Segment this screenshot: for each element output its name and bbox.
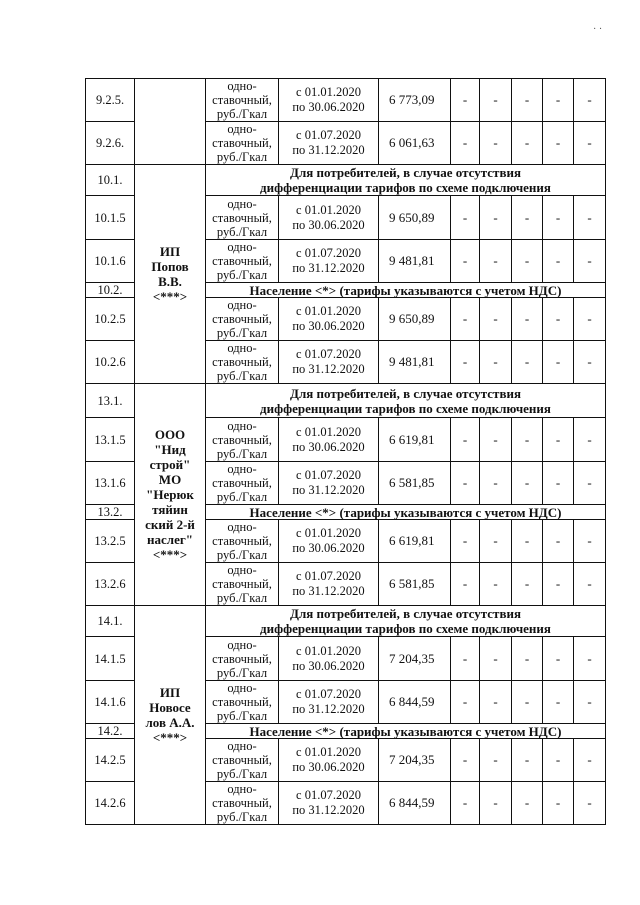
empty-value-cell: - — [512, 681, 543, 724]
tariff-period: с 01.01.2020 по 30.06.2020 — [279, 79, 379, 122]
row-number: 10.2.5 — [86, 298, 135, 341]
tariff-period: с 01.07.2020 по 31.12.2020 — [279, 122, 379, 165]
empty-value-cell: - — [543, 240, 574, 283]
section-header-row — [86, 165, 606, 196]
empty-value-cell: - — [574, 240, 606, 283]
row-number: 14.1. — [86, 606, 135, 637]
row-number: 13.1.5 — [86, 418, 135, 462]
tariff-value: 9 650,89 — [379, 298, 451, 341]
tariff-period: с 01.07.2020 по 31.12.2020 — [279, 462, 379, 505]
empty-value-cell: - — [543, 637, 574, 681]
tariff-unit: одно- ставочный, руб./Гкал — [206, 782, 279, 825]
empty-value-cell: - — [543, 79, 574, 122]
empty-value-cell: - — [480, 341, 512, 384]
tariff-period: с 01.07.2020 по 31.12.2020 — [279, 563, 379, 606]
empty-value-cell: - — [543, 739, 574, 782]
empty-value-cell: - — [512, 196, 543, 240]
empty-value-cell: - — [574, 520, 606, 563]
tariff-unit: одно- ставочный, руб./Гкал — [206, 681, 279, 724]
empty-value-cell: - — [451, 462, 480, 505]
tariff-value: 6 061,63 — [379, 122, 451, 165]
empty-value-cell: - — [480, 563, 512, 606]
empty-value-cell: - — [451, 782, 480, 825]
section-header-text: Для потребителей, в случае отсутствия дифференциации тарифов по схеме подключения — [206, 165, 606, 196]
empty-value-cell: - — [451, 681, 480, 724]
row-number: 13.2.5 — [86, 520, 135, 563]
tariff-table-page — [85, 78, 605, 825]
tariff-value: 6 581,85 — [379, 462, 451, 505]
empty-value-cell: - — [574, 196, 606, 240]
tariff-value: 7 204,35 — [379, 637, 451, 681]
tariff-unit: одно- ставочный, руб./Гкал — [206, 298, 279, 341]
tariff-value: 6 773,09 — [379, 79, 451, 122]
empty-value-cell: - — [543, 462, 574, 505]
tariff-period: с 01.07.2020 по 31.12.2020 — [279, 681, 379, 724]
empty-value-cell: - — [543, 418, 574, 462]
row-number: 14.1.6 — [86, 681, 135, 724]
empty-value-cell: - — [451, 520, 480, 563]
tariff-unit: одно- ставочный, руб./Гкал — [206, 79, 279, 122]
tariff-row — [86, 79, 606, 122]
row-number: 10.1.6 — [86, 240, 135, 283]
section-header-row — [86, 384, 606, 418]
row-number: 9.2.6. — [86, 122, 135, 165]
empty-value-cell: - — [574, 637, 606, 681]
empty-value-cell: - — [480, 782, 512, 825]
tariff-period: с 01.01.2020 по 30.06.2020 — [279, 520, 379, 563]
empty-value-cell: - — [480, 298, 512, 341]
row-number: 14.2.6 — [86, 782, 135, 825]
tariff-period: с 01.07.2020 по 31.12.2020 — [279, 341, 379, 384]
organization-name: ИП Попов В.В. <***> — [135, 165, 206, 384]
row-number: 14.1.5 — [86, 637, 135, 681]
empty-value-cell: - — [512, 637, 543, 681]
empty-value-cell: - — [512, 739, 543, 782]
section-header-text: Для потребителей, в случае отсутствия дифференциации тарифов по схеме подключения — [206, 606, 606, 637]
empty-value-cell: - — [480, 462, 512, 505]
empty-value-cell: - — [543, 782, 574, 825]
tariff-unit: одно- ставочный, руб./Гкал — [206, 122, 279, 165]
empty-value-cell: - — [512, 122, 543, 165]
tariff-unit: одно- ставочный, руб./Гкал — [206, 196, 279, 240]
tariff-unit: одно- ставочный, руб./Гкал — [206, 637, 279, 681]
tariff-period: с 01.01.2020 по 30.06.2020 — [279, 418, 379, 462]
empty-value-cell: - — [574, 79, 606, 122]
empty-value-cell: - — [543, 298, 574, 341]
tariff-value: 6 844,59 — [379, 782, 451, 825]
row-number: 10.1. — [86, 165, 135, 196]
row-number: 9.2.5. — [86, 79, 135, 122]
tariff-period: с 01.01.2020 по 30.06.2020 — [279, 637, 379, 681]
empty-value-cell: - — [574, 782, 606, 825]
empty-value-cell: - — [480, 418, 512, 462]
empty-value-cell: - — [512, 462, 543, 505]
tariff-unit: одно- ставочный, руб./Гкал — [206, 462, 279, 505]
empty-value-cell: - — [543, 563, 574, 606]
tariff-table-body — [86, 79, 606, 825]
tariff-value: 9 481,81 — [379, 341, 451, 384]
empty-value-cell: - — [451, 298, 480, 341]
empty-value-cell: - — [574, 122, 606, 165]
empty-value-cell: - — [512, 418, 543, 462]
tariff-unit: одно- ставочный, руб./Гкал — [206, 418, 279, 462]
row-number: 14.2.5 — [86, 739, 135, 782]
empty-value-cell: - — [480, 681, 512, 724]
row-number: 13.2. — [86, 505, 135, 520]
tariff-value: 6 619,81 — [379, 418, 451, 462]
empty-value-cell: - — [512, 341, 543, 384]
empty-value-cell: - — [451, 196, 480, 240]
empty-value-cell: - — [512, 782, 543, 825]
row-number: 13.1. — [86, 384, 135, 418]
tariff-unit: одно- ставочный, руб./Гкал — [206, 341, 279, 384]
empty-value-cell: - — [574, 563, 606, 606]
organization-name: ООО "Нид строй" МО "Нерюк тяйин ский 2-й наслег" <***> — [135, 384, 206, 606]
empty-value-cell: - — [574, 418, 606, 462]
tariff-unit: одно- ставочный, руб./Гкал — [206, 739, 279, 782]
organization-name: ИП Новосе лов А.А. <***> — [135, 606, 206, 825]
empty-value-cell: - — [480, 240, 512, 283]
section-header-text: Для потребителей, в случае отсутствия дифференциации тарифов по схеме подключения — [206, 384, 606, 418]
tariff-unit: одно- ставочный, руб./Гкал — [206, 563, 279, 606]
row-number: 10.1.5 — [86, 196, 135, 240]
empty-value-cell: - — [574, 341, 606, 384]
tariff-table — [85, 78, 606, 825]
empty-value-cell: - — [512, 520, 543, 563]
tariff-period: с 01.01.2020 по 30.06.2020 — [279, 196, 379, 240]
empty-value-cell: - — [574, 298, 606, 341]
tariff-value: 9 650,89 — [379, 196, 451, 240]
row-number: 13.2.6 — [86, 563, 135, 606]
tariff-value: 6 581,85 — [379, 563, 451, 606]
empty-value-cell: - — [480, 739, 512, 782]
empty-value-cell: - — [451, 122, 480, 165]
section-header-text: Население <*> (тарифы указываются с учетом НДС) — [206, 724, 606, 739]
empty-value-cell: - — [574, 462, 606, 505]
tariff-period: с 01.07.2020 по 31.12.2020 — [279, 240, 379, 283]
row-number: 13.1.6 — [86, 462, 135, 505]
row-number: 14.2. — [86, 724, 135, 739]
empty-value-cell: - — [543, 520, 574, 563]
empty-value-cell: - — [574, 681, 606, 724]
empty-value-cell: - — [480, 637, 512, 681]
tariff-value: 7 204,35 — [379, 739, 451, 782]
tariff-value: 9 481,81 — [379, 240, 451, 283]
empty-value-cell: - — [512, 79, 543, 122]
empty-value-cell: - — [451, 341, 480, 384]
empty-value-cell: - — [543, 122, 574, 165]
tariff-unit: одно- ставочный, руб./Гкал — [206, 240, 279, 283]
empty-value-cell: - — [512, 563, 543, 606]
tariff-period: с 01.01.2020 по 30.06.2020 — [279, 298, 379, 341]
tariff-unit: одно- ставочный, руб./Гкал — [206, 520, 279, 563]
empty-value-cell: - — [451, 739, 480, 782]
empty-value-cell: - — [512, 298, 543, 341]
row-number: 10.2.6 — [86, 341, 135, 384]
section-header-row — [86, 606, 606, 637]
empty-value-cell: - — [480, 79, 512, 122]
empty-value-cell: - — [512, 240, 543, 283]
empty-value-cell: - — [480, 122, 512, 165]
empty-value-cell: - — [451, 563, 480, 606]
section-header-text: Население <*> (тарифы указываются с учетом НДС) — [206, 505, 606, 520]
tariff-period: с 01.01.2020 по 30.06.2020 — [279, 739, 379, 782]
empty-value-cell: - — [480, 196, 512, 240]
row-number: 10.2. — [86, 283, 135, 298]
empty-value-cell: - — [451, 637, 480, 681]
empty-value-cell: - — [543, 196, 574, 240]
tariff-value: 6 619,81 — [379, 520, 451, 563]
scan-mark: · · — [593, 24, 603, 35]
empty-value-cell: - — [451, 79, 480, 122]
section-header-text: Население <*> (тарифы указываются с учетом НДС) — [206, 283, 606, 298]
empty-value-cell: - — [451, 240, 480, 283]
empty-value-cell: - — [574, 739, 606, 782]
empty-value-cell: - — [543, 341, 574, 384]
tariff-period: с 01.07.2020 по 31.12.2020 — [279, 782, 379, 825]
empty-value-cell: - — [543, 681, 574, 724]
tariff-value: 6 844,59 — [379, 681, 451, 724]
empty-value-cell: - — [451, 418, 480, 462]
empty-value-cell: - — [480, 520, 512, 563]
organization-cell-continued — [135, 79, 206, 165]
